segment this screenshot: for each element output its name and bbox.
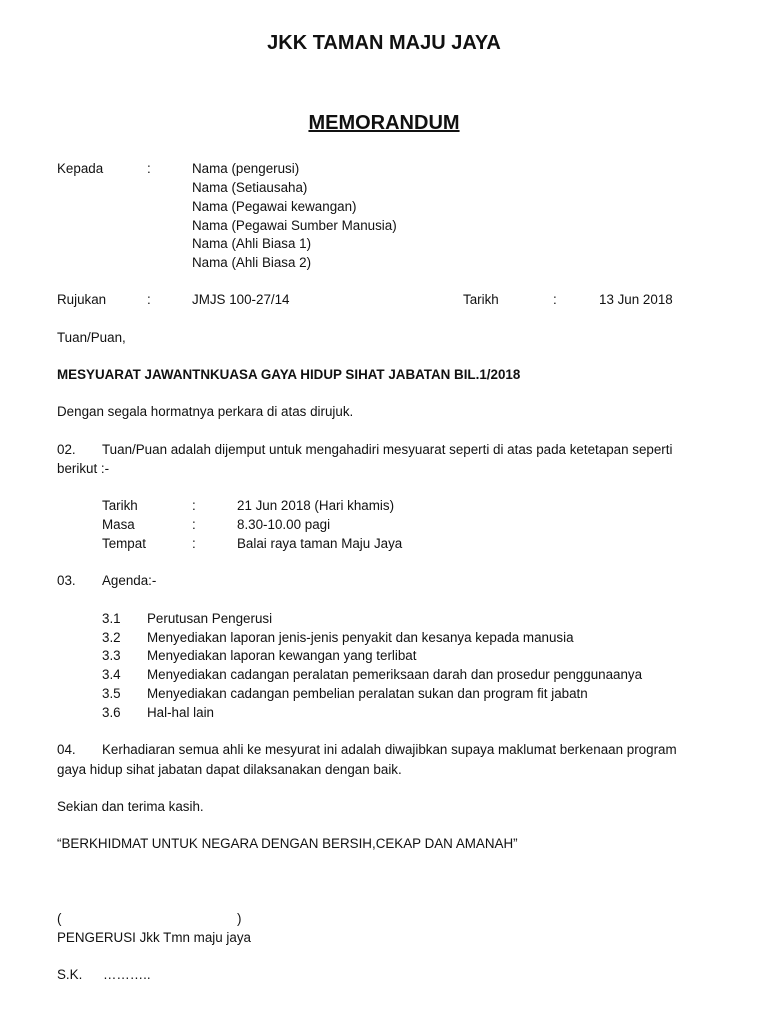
agenda-label: Agenda:- [102,573,157,588]
agenda-item: Menyediakan laporan kewangan yang terlibat [147,648,417,663]
opening-paragraph: Dengan segala hormatnya perkara di atas dirujuk. [57,404,354,419]
rujukan-label: Rujukan [57,292,107,307]
tarikh-colon: : [553,292,557,307]
signatory-title: PENGERUSI Jkk Tmn maju jaya [57,930,251,945]
recipient-item: Nama (Pegawai Sumber Manusia) [192,218,397,233]
closing-line: Sekian dan terima kasih. [57,799,204,814]
paragraph-text: Kerhadiaran semua ahli ke mesyurat ini adalah diwajibkan supaya maklumat berkenaan program [102,742,677,757]
agenda-item: Menyediakan cadangan peralatan pemeriksaan darah dan prosedur penggunaanya [147,667,643,682]
paragraph-text: Tuan/Puan adalah dijemput untuk mengahadiri mesyuarat seperti di atas pada ketetapan seperti [102,442,673,457]
agenda-number: 3.5 [102,686,121,701]
agenda-number: 3.6 [102,705,121,720]
agenda-item: Menyediakan cadangan pembelian peralatan sukan dan program fit jabatn [147,686,588,701]
signature-open-paren: ( [57,911,62,926]
detail-value: 8.30-10.00 pagi [237,517,331,532]
rujukan-colon: : [147,292,151,307]
paragraph-number: 03. [57,573,76,588]
recipient-item: Nama (Pegawai kewangan) [192,199,357,214]
detail-value: 21 Jun 2018 (Hari khamis) [237,498,395,513]
salutation: Tuan/Puan, [57,330,126,345]
memorandum-heading: MEMORANDUM [308,112,460,134]
agenda-item: Perutusan Pengerusi [147,611,273,626]
rujukan-value: JMJS 100-27/14 [192,292,290,307]
agenda-item: Hal-hal lain [147,705,214,720]
tarikh-value: 13 Jun 2018 [599,292,673,307]
agenda-number: 3.1 [102,611,121,626]
detail-label: Tarikh [102,498,138,513]
detail-value: Balai raya taman Maju Jaya [237,536,403,551]
detail-colon: : [192,536,196,551]
paragraph-number: 04. [57,742,76,757]
recipient-item: Nama (Ahli Biasa 2) [192,255,312,270]
detail-colon: : [192,498,196,513]
recipient-item: Nama (Setiausaha) [192,180,308,195]
paragraph-text: gaya hidup sihat jabatan dapat dilaksanakan dengan baik. [57,762,402,777]
agenda-item: Menyediakan laporan jenis-jenis penyakit dan kesanya kepada manusia [147,630,574,645]
subject-line: MESYUARAT JAWANTNKUASA GAYA HIDUP SIHAT JABATAN BIL.1/2018 [57,367,521,382]
org-title: JKK TAMAN MAJU JAYA [267,32,501,54]
recipient-item: Nama (Ahli Biasa 1) [192,236,312,251]
detail-label: Tempat [102,536,146,551]
kepada-label: Kepada [57,161,104,176]
detail-label: Masa [102,517,135,532]
detail-colon: : [192,517,196,532]
tarikh-label: Tarikh [463,292,499,307]
agenda-number: 3.4 [102,667,121,682]
paragraph-number: 02. [57,442,76,457]
agenda-number: 3.3 [102,648,121,663]
sk-value: ……….. [103,967,151,982]
sk-label: S.K. [57,967,83,982]
kepada-colon: : [147,161,151,176]
paragraph-text: berikut :- [57,461,110,476]
recipient-item: Nama (pengerusi) [192,161,300,176]
motto: “BERKHIDMAT UNTUK NEGARA DENGAN BERSIH,CEKAP DAN AMANAH” [57,836,518,851]
signature-close-paren: ) [237,911,242,926]
agenda-number: 3.2 [102,630,121,645]
